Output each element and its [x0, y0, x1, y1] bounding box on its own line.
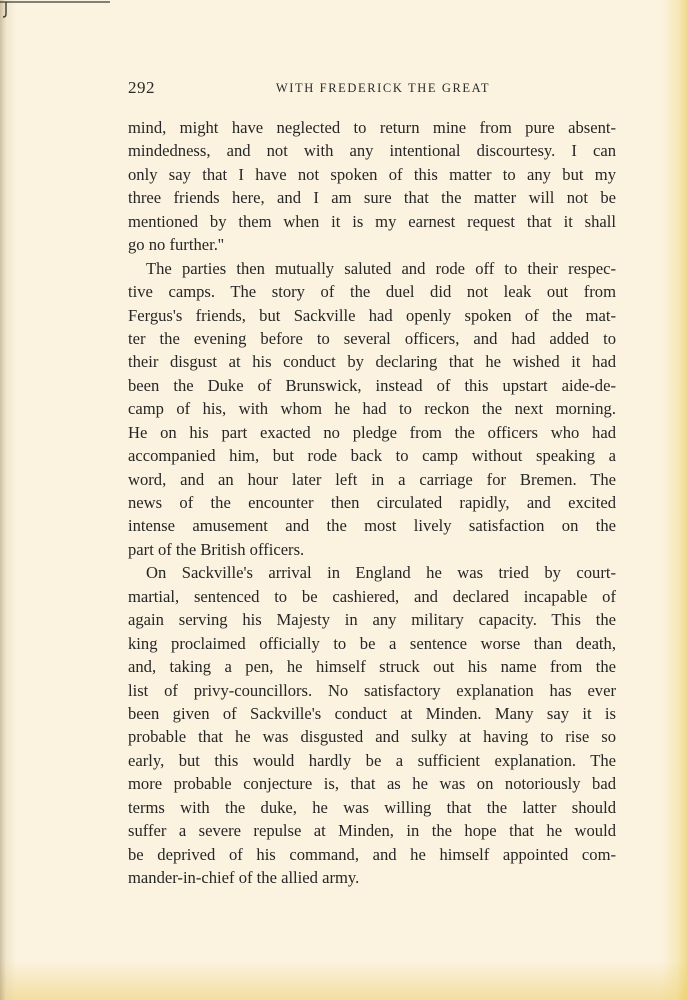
text-line: probable that he was disgusted and sulky at having to rise so [128, 727, 616, 747]
text-line: only say that I have not spoken of this matter to any but my [128, 164, 616, 184]
text-line: and, taking a pen, he himself struck out his name from the [128, 657, 616, 677]
text-line: early, but this would hardly be a sufficient explanation. The [128, 750, 616, 770]
text-line: news of the encounter then circulated rapidly, and excited [128, 493, 616, 512]
text-line: intense amusement and the most lively satisfaction on the [128, 516, 616, 536]
text-line: their disgust at his conduct by declaring that he wished it had [128, 352, 616, 372]
text-line: mentioned by them when it is my earnest request that it shall [128, 211, 616, 231]
text-line: be deprived of his command, and he himself appointed com- [128, 844, 616, 864]
text-line: martial, sentenced to be cashiered, and declared incapable of [128, 586, 616, 606]
running-head-title: WITH FREDERICK THE GREAT [275, 81, 491, 95]
text-line: He on his part exacted no pledge from the officers who had [128, 422, 616, 442]
running-head [128, 78, 616, 100]
body-text [128, 116, 616, 889]
text-line: more probable conjecture is, that as he was on notoriously bad [128, 774, 616, 794]
text-line: word, and an hour later left in a carriage for Bremen. The [128, 469, 616, 489]
text-line: been the Duke of Brunswick, instead of this upstart aide-de- [128, 375, 616, 395]
text-line: Fergus's friends, but Sackville had openly spoken of the mat- [128, 305, 616, 325]
text-line: accompanied him, but rode back to camp without speaking a [128, 446, 616, 466]
text-line: three friends here, and I am sure that the matter will not be [128, 188, 616, 208]
paragraph [128, 116, 616, 257]
text-line: go no further.'' [128, 235, 224, 255]
text-line: tive camps. The story of the duel did not leak out from [128, 282, 616, 302]
text-line: ter the evening before to several officers, and had added to [128, 328, 616, 348]
text-line: list of privy-councillors. No satisfactory explanation has ever [128, 680, 616, 700]
page-number: 292 [128, 78, 155, 97]
text-line: mander-in-chief of the allied army. [128, 868, 360, 887]
paragraph [128, 257, 616, 562]
text-line: The parties then mutually saluted and rode off to their respec- [146, 258, 616, 278]
page-corner-mark [0, 0, 110, 18]
text-line: again serving his Majesty in any military capacity. This the [128, 610, 616, 630]
text-line: mind, might have neglected to return mine from pure absent- [128, 118, 616, 137]
text-line: camp of his, with whom he had to reckon the next morning. [128, 399, 616, 419]
text-line: part of the British officers. [128, 539, 305, 559]
text-line: terms with the duke, he was willing that the latter should [128, 797, 616, 817]
text-line: suffer a severe repulse at Minden, in the hope that he would [128, 821, 616, 841]
text-line: mindedness, and not with any intentional discourtesy. I can [128, 141, 616, 161]
paragraph [128, 561, 616, 889]
text-line: been given of Sackville's conduct at Minden. Many say it is [128, 703, 616, 723]
text-line: On Sackville's arrival in England he was tried by court- [146, 563, 616, 583]
text-line: king proclaimed officially to be a sentence worse than death, [128, 633, 616, 653]
